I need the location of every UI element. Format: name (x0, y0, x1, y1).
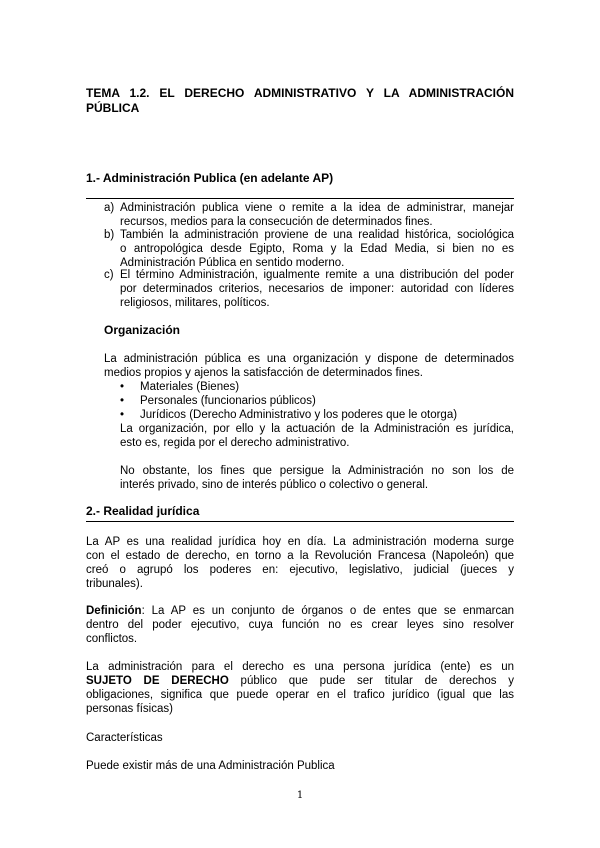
realidad-line3: creó o agrupó los poderes en: ejecutivo, legislativo, judicial (jueces y (86, 564, 514, 576)
sujeto-line1: La administración para el derecho es una persona jurídica (ente) es un (86, 661, 514, 673)
section2-rule (86, 521, 514, 522)
sujeto-line4: personas físicas) (86, 703, 173, 715)
definicion-line2: dentro del poder ejecutivo, cuya función no es crear leyes sino resolver (86, 619, 514, 631)
caracteristicas-label: Características (86, 732, 163, 744)
list-item-c-line2: por determinados criterios, necesarios de imponer: autoridad con líderes (120, 283, 514, 295)
organizacion-conclusion-line1: La organización, por ello y la actuación de la Administración es jurídica, (120, 423, 514, 435)
list-item-a-line2: recursos, medios para la consecución de determinados fines. (120, 216, 433, 228)
realidad-line4: tribunales). (86, 578, 143, 590)
sujeto-line3: obligaciones, significa que puede operar en el trafico jurídico (igual que las (86, 689, 514, 701)
list-item-c-line3: religiosos, militares, políticos. (120, 297, 270, 309)
list-item-b-line2: o antropológica desde Egipto, Roma y la Edad Media, si bien no es (120, 243, 514, 255)
last-line: Puede existir más de una Administración Publica (86, 760, 335, 772)
organizacion-intro (104, 352, 514, 380)
definicion-line3: conflictos. (86, 633, 138, 645)
realidad-line2: con el estado de derecho, en torno a la Revolución Francesa (Napoleón) que (86, 550, 514, 562)
organizacion-intro-line1: La administración pública es una organización y dispone de determinados (104, 353, 514, 365)
section2-heading: 2.- Realidad jurídica (86, 504, 200, 518)
organizacion-note-line2: interés privado, sino de interés público o colectivo o general. (120, 479, 429, 491)
definicion-label: Definición (86, 605, 142, 617)
bullet-text: Personales (funcionarios públicos) (140, 395, 316, 407)
list-marker-c: c) (104, 269, 114, 281)
sujeto-line2-text: público que pude ser titular de derechos y (228, 675, 514, 687)
list-item-a-line1: Administración publica viene o remite a la idea de administrar, manejar (120, 202, 514, 214)
bullet-text: Materiales (Bienes) (140, 381, 240, 393)
organizacion-note (120, 464, 514, 492)
realidad-paragraph (86, 535, 514, 591)
organizacion-intro-line2: medios propios y ajenos la satisfacción de determinados fines. (104, 367, 423, 379)
section1-heading: 1.- Administración Publica (en adelante AP) (86, 171, 334, 185)
list-item-b-line1: También la administración proviene de una realidad histórica, sociológica (120, 229, 514, 241)
bullet-dot: • (120, 409, 125, 421)
bullet-text: Jurídicos (Derecho Administrativo y los poderes que le otorga) (140, 409, 458, 421)
section1-rule (86, 198, 514, 199)
organizacion-conclusion-line2: esto es, regida por el derecho administrativo. (120, 437, 350, 449)
list-marker-b: b) (104, 229, 115, 241)
organizacion-heading: Organización (104, 323, 181, 337)
list-marker-a: a) (104, 202, 115, 214)
definicion-line1 (86, 604, 514, 618)
organizacion-conclusion (120, 422, 514, 450)
bullet-dot: • (120, 395, 125, 407)
list-item-c-line1: El término Administración, igualmente remite a una distribución del poder (120, 269, 514, 281)
organizacion-note-line1: No obstante, los fines que persigue la Administración no son los de (120, 465, 514, 477)
list-item-b-line3: Administración Pública en sentido moderno. (120, 257, 345, 269)
definicion-paragraph (86, 604, 514, 646)
definicion-line1-text: : La AP es un conjunto de órganos o de entes que se enmarcan (141, 605, 514, 617)
sujeto-de-derecho-bold: SUJETO DE DERECHO (86, 675, 229, 687)
sujeto-paragraph (86, 660, 514, 716)
page-number: 1 (296, 790, 304, 801)
bullet-dot: • (120, 381, 125, 393)
document-title-line1: TEMA 1.2. EL DERECHO ADMINISTRATIVO Y LA ADMINISTRACIÓN (86, 86, 514, 100)
document-title-line2: PÚBLICA (86, 101, 140, 115)
realidad-line1: La AP es una realidad jurídica hoy en día. La administración moderna surge (86, 536, 514, 548)
sujeto-line2 (86, 674, 514, 688)
